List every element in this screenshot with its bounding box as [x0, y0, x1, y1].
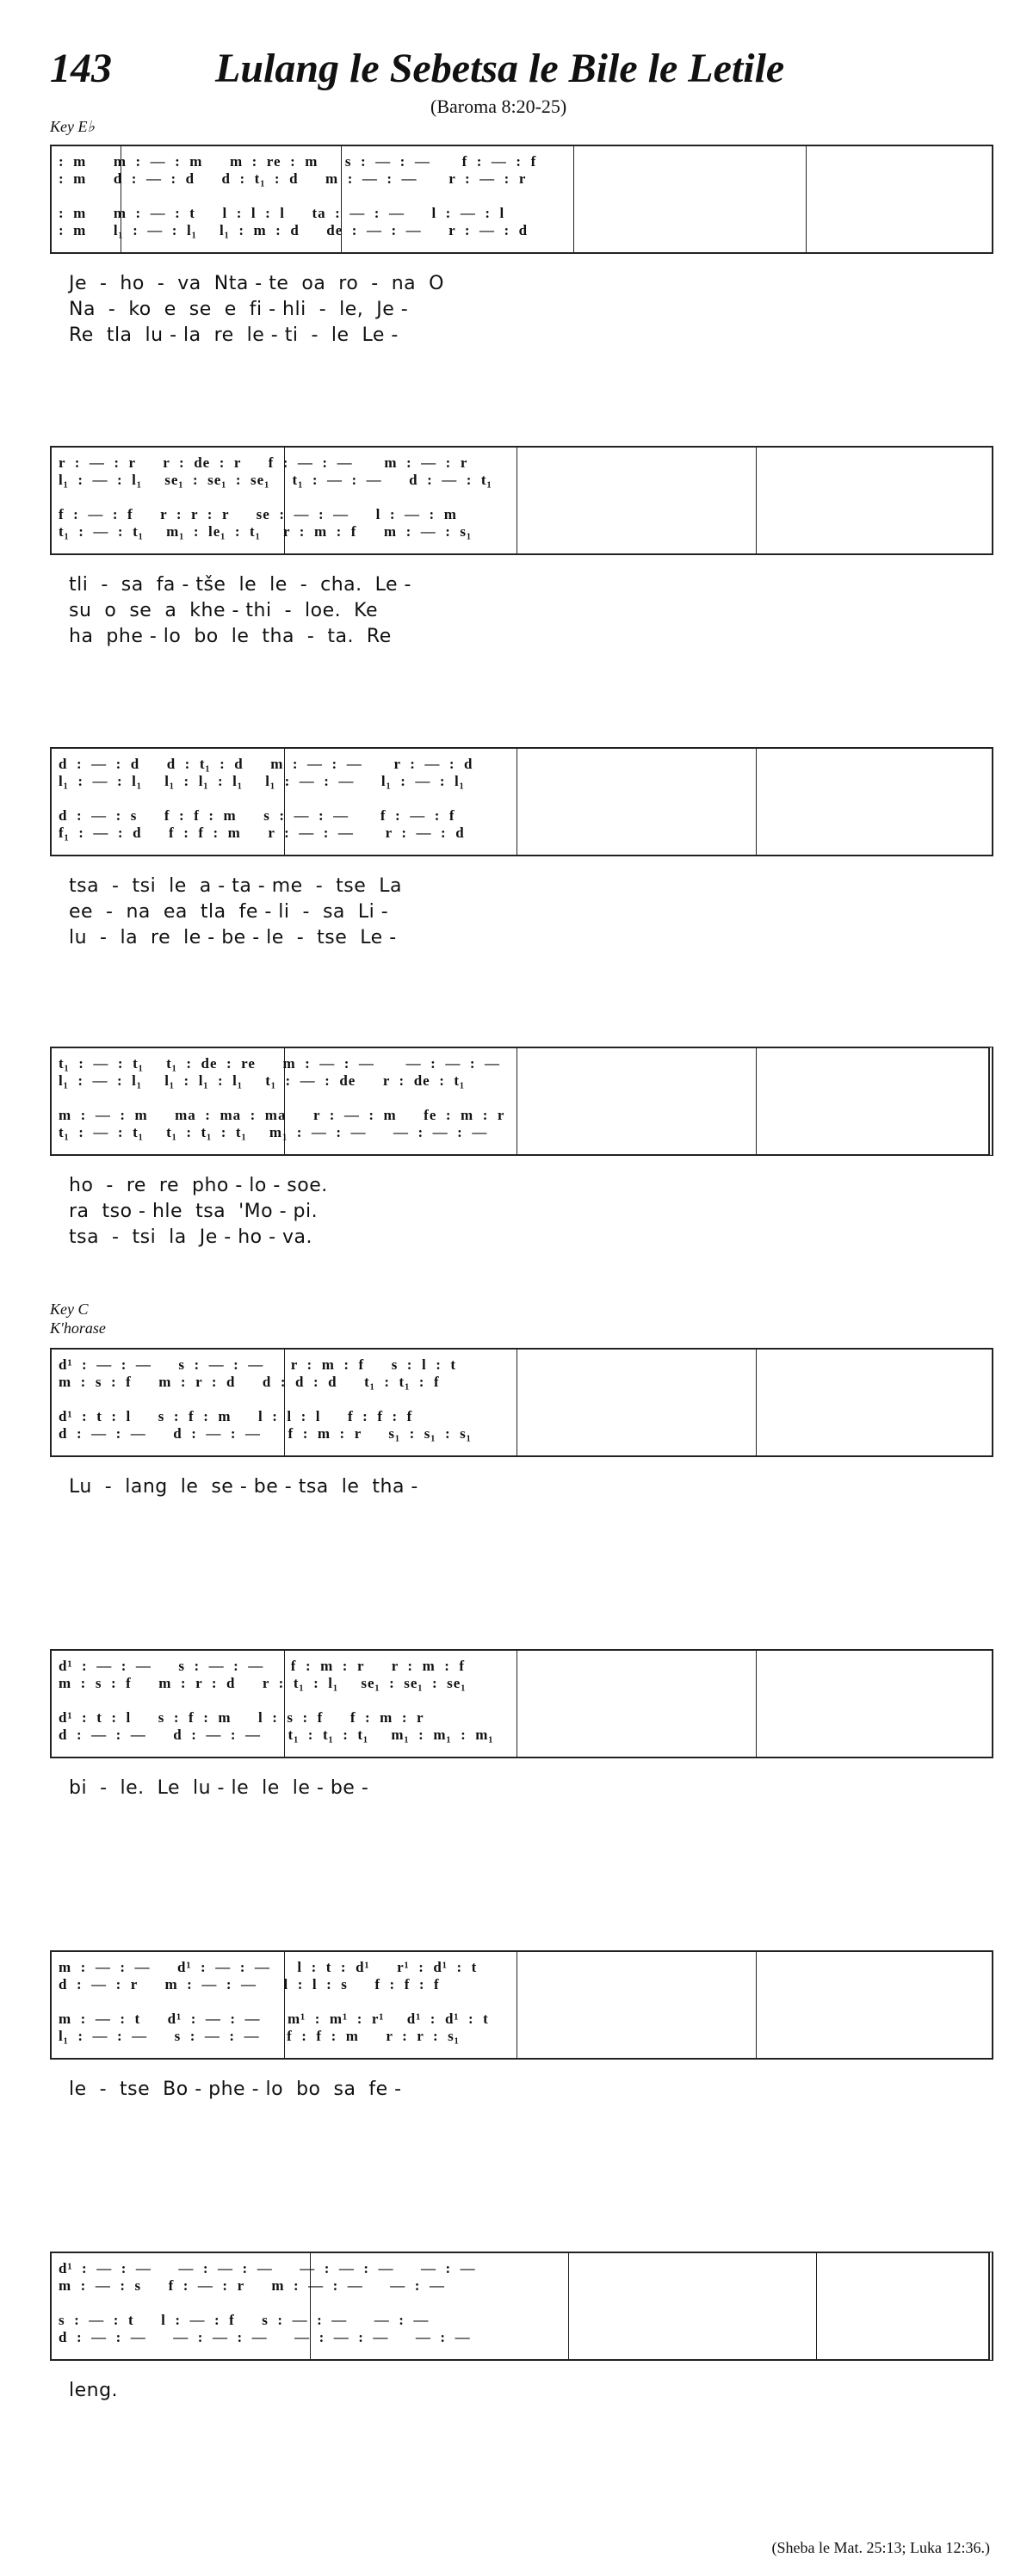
lyric-line: le - tse Bo - phe - lo bo sa fe -	[69, 2079, 402, 2100]
lyric-line: ha phe - lo bo le tha - ta. Re	[69, 626, 392, 647]
music-system	[50, 1649, 993, 1758]
lyric-line: tsa - tsi la Je - ho - va.	[69, 1226, 313, 1248]
tenor-line: d¹ : t : l s : f : m l : s : f f : m : r	[59, 1709, 424, 1726]
alto-line: l₁ : — : l₁ l₁ : l₁ : l₁ l₁ : — : — l₁ : — : l₁	[59, 773, 465, 789]
scripture-reference: (Baroma 8:20-25)	[430, 96, 567, 117]
soprano-line: d¹ : — : — s : — : — f : m : r r : m : f	[59, 1658, 466, 1674]
lyric-line: lu - la re le - be - le - tse Le -	[69, 927, 397, 948]
key-signature-change: Key C	[50, 1300, 89, 1318]
alto-line: m : — : s f : — : r m : — : — — : —	[59, 2277, 445, 2294]
hymn-title: Lulang le Sebetsa le Bile le Letile	[215, 46, 785, 91]
soprano-line: d : — : d d : t₁ : d m : — : — r : — : d	[59, 756, 473, 772]
bass-line: d : — : — — : — : — — : — : — — : —	[59, 2329, 471, 2345]
soprano-line: r : — : r r : de : r f : — : — m : — : r	[59, 454, 468, 471]
bass-line: t₁ : — : t₁ m₁ : le₁ : t₁ r : m : f m : — : s₁	[59, 523, 473, 540]
soprano-line: : m m : — : m m : re : m s : — : — f : — : f	[59, 153, 537, 170]
lyric-line: Lu - lang le se - be - tsa le tha -	[69, 1476, 418, 1498]
tenor-line: m : — : t d¹ : — : — m¹ : m¹ : r¹ d¹ : d¹ : t	[59, 2011, 489, 2027]
lyric-line: leng.	[69, 2380, 119, 2401]
lyric-line: bi - le. Le lu - le le le - be -	[69, 1777, 369, 1799]
bass-line: l₁ : — : — s : — : — f : f : m r : r : s₁	[59, 2028, 460, 2044]
alto-line: l₁ : — : l₁ se₁ : se₁ : se₁ t₁ : — : — d : — : t₁	[59, 472, 492, 488]
footer-reference: (Sheba le Mat. 25:13; Luka 12:36.)	[771, 2539, 990, 2556]
bass-line: d : — : — d : — : — t₁ : t₁ : t₁ m₁ : m₁ : m₁	[59, 1727, 494, 1743]
music-system	[50, 747, 993, 856]
music-system	[50, 1348, 993, 1457]
tenor-line: f : — : f r : r : r se : — : — l : — : m	[59, 506, 457, 522]
bass-line: f₁ : — : d f : f : m r : — : — r : — : d	[59, 825, 465, 841]
lyric-line: ra tso - hle tsa 'Mo - pi.	[69, 1201, 319, 1222]
music-system	[50, 1047, 993, 1156]
lyric-line: ho - re re pho - lo - soe.	[69, 1175, 328, 1196]
alto-line: m : s : f m : r : d r : t₁ : l₁ se₁ : se₁ : se₁	[59, 1675, 467, 1691]
tenor-line: m : — : m ma : ma : ma r : — : m fe : m : r	[59, 1107, 505, 1123]
alto-line: m : s : f m : r : d d : d : d t₁ : t₁ : f	[59, 1374, 440, 1390]
lyric-line: su o se a khe - thi - loe. Ke	[69, 600, 378, 621]
alto-line: l₁ : — : l₁ l₁ : l₁ : l₁ t₁ : — : de r : de : t₁	[59, 1072, 466, 1089]
alto-line: : m d : — : d d : t₁ : d m : — : — r : — : r	[59, 170, 527, 187]
lyric-line: Re tla lu - la re le - ti - le Le -	[69, 324, 399, 346]
lyric-line: ee - na ea tla fe - li - sa Li -	[69, 901, 389, 923]
bass-line: : m l₁ : — : l₁ l₁ : m : d de : — : — r : — : d	[59, 222, 529, 238]
soprano-line: m : — : — d¹ : — : — l : t : d¹ r¹ : d¹ : t	[59, 1959, 478, 1975]
lyric-line: Na - ko e se e fi - hli - le, Je -	[69, 299, 409, 320]
tenor-line: s : — : t l : — : f s : — : — — : —	[59, 2312, 430, 2328]
soprano-line: t₁ : — : t₁ t₁ : de : re m : — : — — : — : —	[59, 1055, 501, 1072]
hymn-number: 143	[50, 46, 112, 91]
lyric-line: tsa - tsi le a - ta - me - tse La	[69, 875, 402, 897]
soprano-line: d¹ : — : — — : — : — — : — : — — : —	[59, 2260, 476, 2276]
tenor-line: d : — : s f : f : m s : — : — f : — : f	[59, 807, 455, 824]
lyric-line: Je - ho - va Nta - te oa ro - na O	[69, 273, 444, 294]
music-system	[50, 2252, 993, 2361]
alto-line: d : — : r m : — : — l : l : s f : f : f	[59, 1976, 440, 1992]
music-system	[50, 1950, 993, 2060]
tempo-marking: K'horase	[50, 1319, 106, 1337]
tenor-line: d¹ : t : l s : f : m l : l : l f : f : f	[59, 1408, 413, 1424]
music-system	[50, 446, 993, 555]
soprano-line: d¹ : — : — s : — : — r : m : f s : l : t	[59, 1356, 457, 1373]
tenor-line: : m m : — : t l : l : l ta : — : — l : — : l	[59, 205, 505, 221]
bass-line: t₁ : — : t₁ t₁ : t₁ : t₁ m₁ : — : — — : — : —	[59, 1124, 488, 1140]
music-system	[50, 145, 993, 254]
lyric-line: tli - sa fa - tše le le - cha. Le -	[69, 574, 411, 596]
bass-line: d : — : — d : — : — f : m : r s₁ : s₁ : s₁	[59, 1425, 472, 1442]
key-signature: Key E♭	[50, 118, 95, 135]
